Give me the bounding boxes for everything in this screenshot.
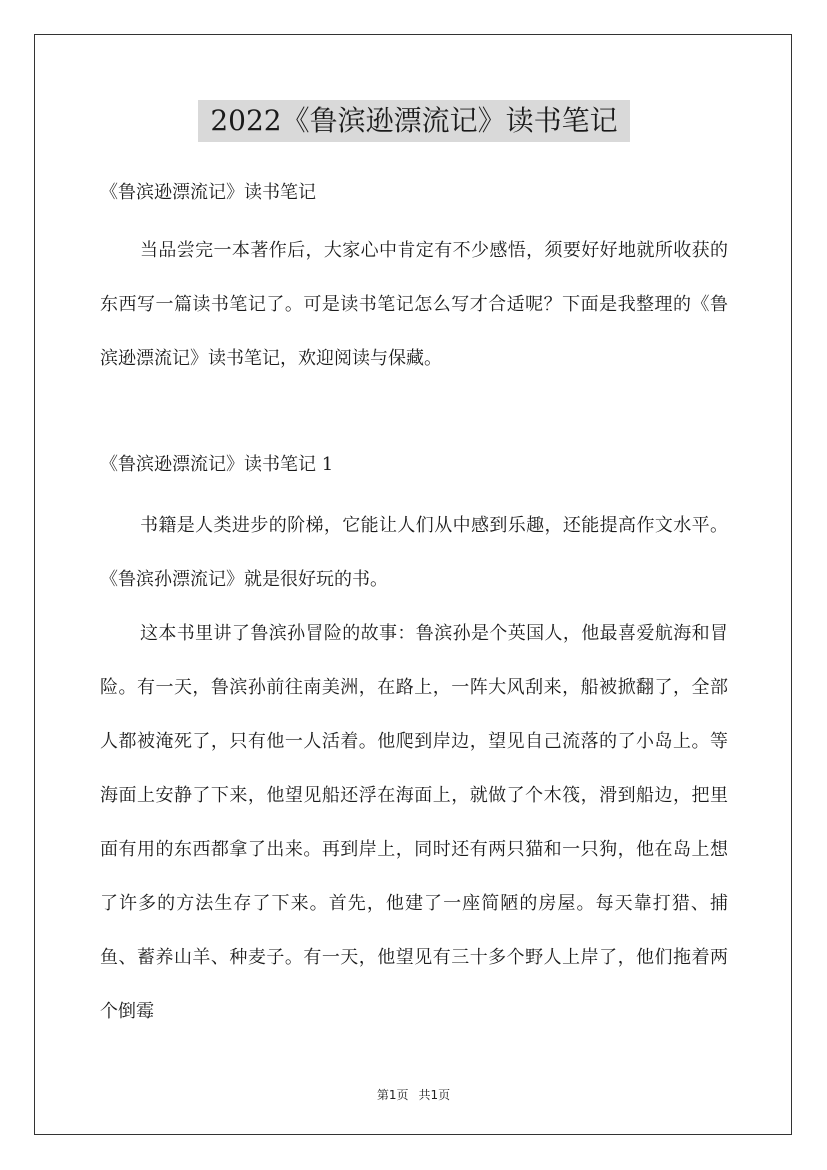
section-heading: 《鲁滨逊漂流记》读书笔记 [100, 182, 316, 203]
body-paragraph-2: 这本书里讲了鲁滨孙冒险的故事：鲁滨孙是个英国人，他最喜爱航海和冒险。有一天，鲁滨孙前往南美洲，在路上，一阵大风刮来，船被掀翻了，全部人都被淹死了，只有他一人活着。他爬到岸边，望见自己流落的了小岛上。等海面上安静了下来，他望见船还浮在海面上，就做了个木筏，滑到船边，把里面有用的东西都拿了出来。再到岸上，同时还有两只猫和一只狗，他在岛上想了许多的方法生存了下来。首先，他建了一座简陋的房屋。每天靠打猎、捕鱼、蓄养山羊、种麦子。有一天，他望见有三十多个野人上岸了，他们拖着两个倒霉 [100, 623, 728, 1022]
page-number: 第1页 [376, 1088, 409, 1102]
page-footer [0, 1086, 827, 1103]
page-total: 共1页 [418, 1088, 451, 1102]
body-paragraph-1: 书籍是人类进步的阶梯，它能让人们从中感到乐趣，还能提高作文水平。《鲁滨孙漂流记》就是很好玩的书。 [100, 515, 728, 590]
section-heading-numbered: 《鲁滨逊漂流记》读书笔记 1 [100, 454, 334, 475]
document-body [100, 174, 728, 1039]
intro-paragraph: 当品尝完一本著作后，大家心中肯定有不少感悟，须要好好地就所收获的东西写一篇读书笔记了。可是读书笔记怎么写才合适呢？下面是我整理的《鲁滨逊漂流记》读书笔记，欢迎阅读与保藏。 [100, 240, 728, 369]
document-title: 2022《鲁滨逊漂流记》读书笔记 [198, 100, 630, 142]
